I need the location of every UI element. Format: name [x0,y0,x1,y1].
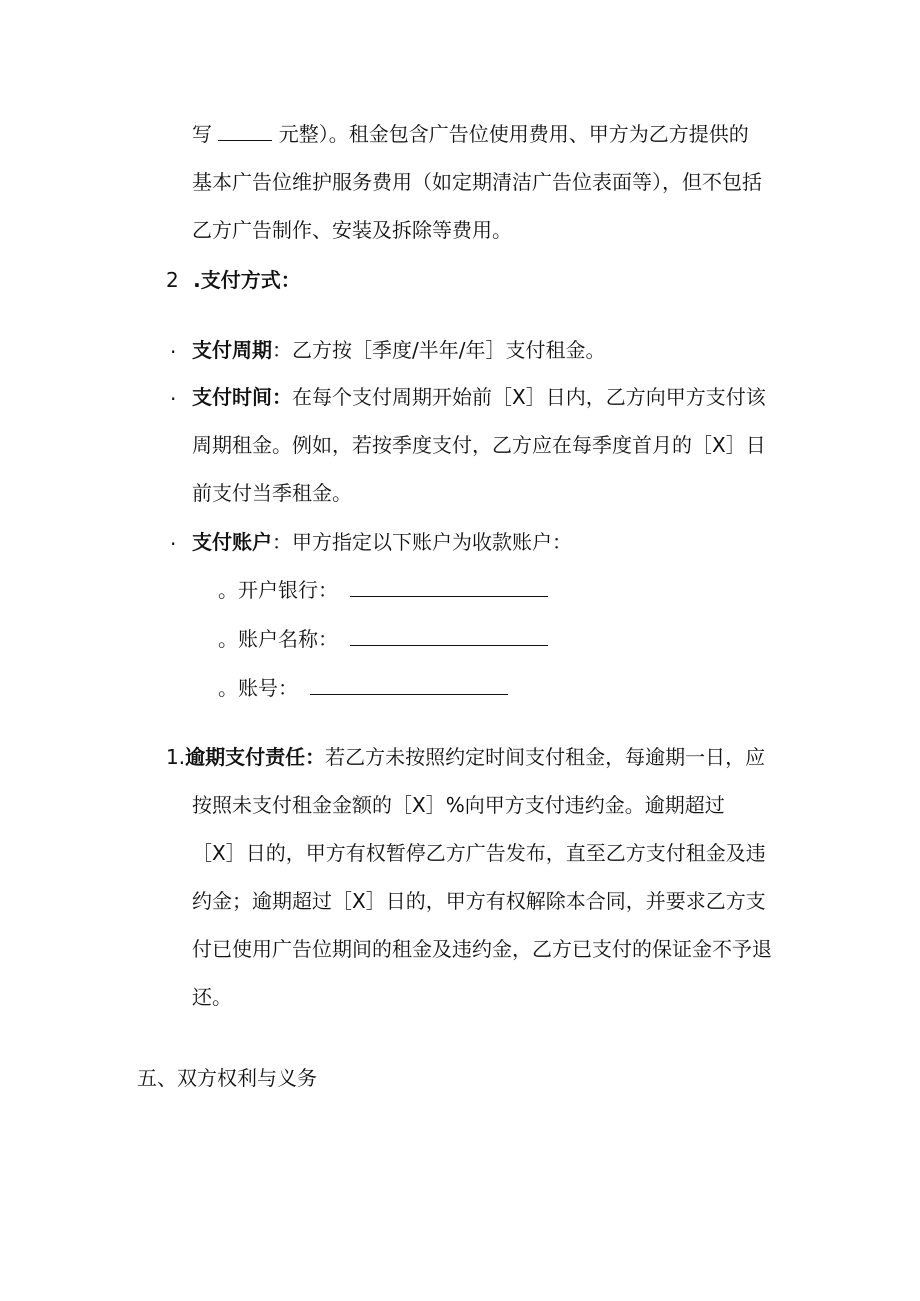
rent-para-line-2: 基本广告位维护服务费用（如定期清洁广告位表面等），但不包括 [192,170,762,194]
payment-time-label: 支付时间： [192,385,292,409]
rent-para-text-b: 元整）。租金包含广告位使用费用、甲方为乙方提供的 [278,122,749,146]
payment-method-number: 2 [166,268,179,292]
section-5-heading: 五、双方权利与义务 [137,1066,317,1090]
payment-period-label: 支付周期 [192,338,272,362]
late-payment-text-1: 若乙方未按照约定时间支付租金，每逾期一日，应 [325,745,766,769]
late-payment-line-3: ［X］日的，甲方有权暂停乙方广告发布，直至乙方支付租金及违 [192,841,766,865]
account-name-field-blank [350,627,548,646]
bullet-dot: · [170,532,177,556]
payment-time-line-2: 周期租金。例如，若按季度支付，乙方应在每季度首月的［X］日 [192,433,766,457]
payment-method-heading [166,266,301,294]
payment-account-text: ：甲方指定以下账户为收款账户： [272,530,572,554]
late-payment-number: 1. [166,745,186,769]
payment-period-text: ：乙方按［季度/半年/年］支付租金。 [272,338,606,362]
payment-period-item [192,336,605,364]
late-payment-line-2: 按照未支付租金金额的［X］%向甲方支付违约金。逾期超过 [192,793,725,817]
rent-para-text-a: 写 [192,122,212,146]
account-number-field-blank [310,676,508,695]
account-number-field [218,674,508,702]
late-payment-line-4: 约金；逾期超过［X］日的，甲方有权解除本合同，并要求乙方支 [192,889,766,913]
late-payment-label: 逾期支付责任： [185,745,326,769]
payment-time-line-1 [192,383,766,411]
rent-para-line-1 [192,120,749,148]
late-payment-line-5: 付已使用广告位期间的租金及违约金，乙方已支付的保证金不予退 [192,937,772,961]
bullet-dot: · [170,387,177,411]
payment-time-line-3: 前支付当季租金。 [192,481,352,505]
bullet-dot: · [170,340,177,364]
payment-account-label: 支付账户 [192,530,272,554]
late-payment-line-1 [166,743,765,771]
payment-time-text-1: 在每个支付周期开始前［X］日内，乙方向甲方支付该 [292,385,766,409]
account-number-field-label: 。账号： [218,676,298,700]
payment-method-title: .支付方式： [193,268,301,292]
account-name-field [218,625,548,653]
amount-blank [218,122,272,141]
late-payment-line-6: 还。 [192,985,232,1009]
rent-para-line-3: 乙方广告制作、安装及拆除等费用。 [192,218,512,242]
bank-field-blank [350,578,548,597]
account-name-field-label: 。账户名称： [218,627,338,651]
payment-account-item [192,528,572,556]
bank-field-label: 。开户银行： [218,578,338,602]
bank-field [218,576,548,604]
